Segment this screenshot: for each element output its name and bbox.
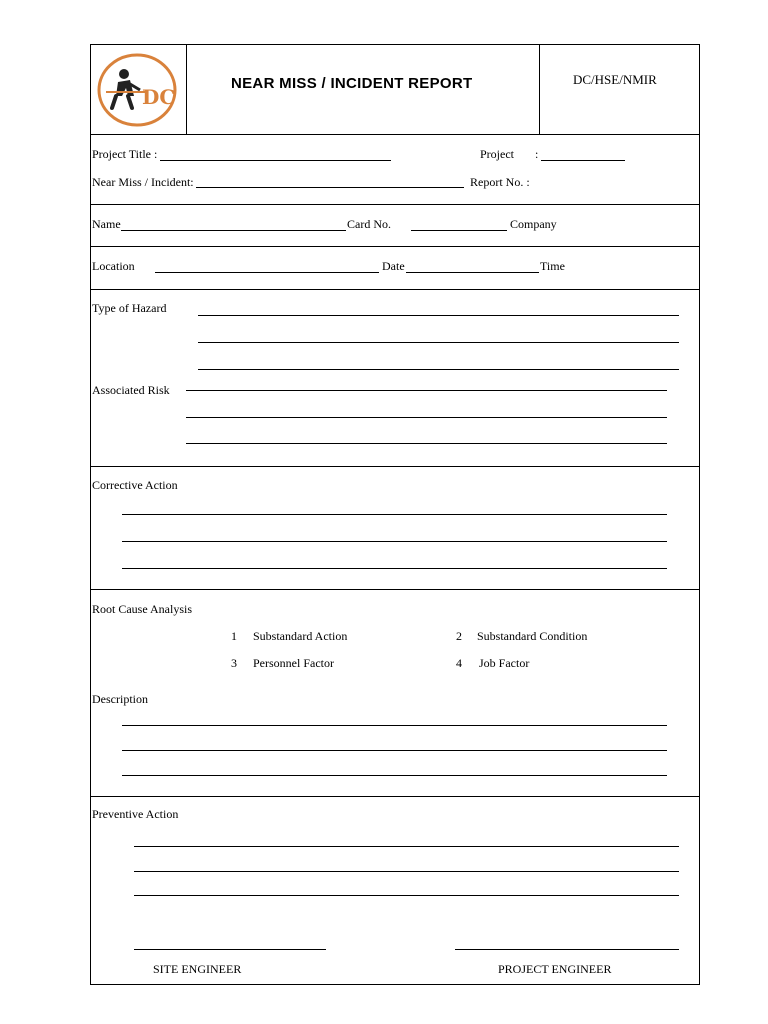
card-no-field[interactable] bbox=[411, 230, 507, 231]
site-engineer-label: SITE ENGINEER bbox=[153, 962, 242, 976]
header-divider-right bbox=[539, 44, 540, 135]
type-of-hazard-label: Type of Hazard bbox=[92, 301, 167, 315]
risk-line-2[interactable] bbox=[186, 417, 667, 418]
near-miss-label: Near Miss / Incident: bbox=[92, 175, 194, 189]
associated-risk-label: Associated Risk bbox=[92, 383, 170, 397]
location-label: Location bbox=[92, 259, 135, 273]
preventive-action-label: Preventive Action bbox=[92, 807, 179, 821]
date-field[interactable] bbox=[406, 272, 539, 273]
hazard-line-2[interactable] bbox=[198, 342, 679, 343]
corrective-line-3[interactable] bbox=[122, 568, 667, 569]
description-label: Description bbox=[92, 692, 148, 706]
report-title: NEAR MISS / INCIDENT REPORT bbox=[231, 75, 473, 92]
hazard-line-3[interactable] bbox=[198, 369, 679, 370]
corrective-line-1[interactable] bbox=[122, 514, 667, 515]
project-colon: : bbox=[535, 147, 539, 161]
risk-line-3[interactable] bbox=[186, 443, 667, 444]
company-logo bbox=[96, 52, 178, 128]
logo-text: DC bbox=[142, 85, 176, 109]
hazard-line-1[interactable] bbox=[198, 315, 679, 316]
preventive-line-3[interactable] bbox=[134, 895, 679, 896]
time-label: Time bbox=[540, 259, 565, 273]
description-line-1[interactable] bbox=[122, 725, 667, 726]
root-cause-option-3[interactable]: Personnel Factor bbox=[253, 656, 334, 670]
divider-header bbox=[90, 134, 700, 135]
project-title-field[interactable] bbox=[160, 160, 391, 161]
root-cause-num-4: 4 bbox=[456, 656, 462, 670]
site-engineer-signature-line[interactable] bbox=[134, 949, 326, 950]
root-cause-option-4[interactable]: Job Factor bbox=[479, 656, 530, 670]
description-line-3[interactable] bbox=[122, 775, 667, 776]
divider-info-3 bbox=[90, 289, 700, 290]
card-no-label: Card No. bbox=[347, 217, 391, 231]
divider-corrective bbox=[90, 589, 700, 590]
project-engineer-signature-line[interactable] bbox=[455, 949, 679, 950]
date-label: Date bbox=[382, 259, 405, 273]
root-cause-num-1: 1 bbox=[231, 629, 237, 643]
preventive-line-2[interactable] bbox=[134, 871, 679, 872]
near-miss-field[interactable] bbox=[196, 187, 464, 188]
root-cause-num-3: 3 bbox=[231, 656, 237, 670]
divider-info-1 bbox=[90, 204, 700, 205]
root-cause-option-1[interactable]: Substandard Action bbox=[253, 629, 348, 643]
root-cause-num-2: 2 bbox=[456, 629, 462, 643]
project-label: Project bbox=[480, 147, 514, 161]
project-title-label: Project Title : bbox=[92, 147, 158, 161]
divider-root-cause bbox=[90, 796, 700, 797]
corrective-action-label: Corrective Action bbox=[92, 478, 178, 492]
name-field[interactable] bbox=[121, 230, 346, 231]
root-cause-label: Root Cause Analysis bbox=[92, 602, 193, 616]
divider-hazard bbox=[90, 466, 700, 467]
description-line-2[interactable] bbox=[122, 750, 667, 751]
preventive-line-1[interactable] bbox=[134, 846, 679, 847]
corrective-line-2[interactable] bbox=[122, 541, 667, 542]
project-engineer-label: PROJECT ENGINEER bbox=[498, 962, 612, 976]
company-label: Company bbox=[510, 217, 557, 231]
document-code: DC/HSE/NMIR bbox=[573, 72, 657, 87]
risk-line-1[interactable] bbox=[186, 390, 667, 391]
divider-info-2 bbox=[90, 246, 700, 247]
header-divider-left bbox=[186, 44, 187, 135]
name-label: Name bbox=[92, 217, 121, 231]
root-cause-option-2[interactable]: Substandard Condition bbox=[477, 629, 588, 643]
project-field[interactable] bbox=[541, 160, 625, 161]
report-no-label: Report No. : bbox=[470, 175, 530, 189]
location-field[interactable] bbox=[155, 272, 379, 273]
